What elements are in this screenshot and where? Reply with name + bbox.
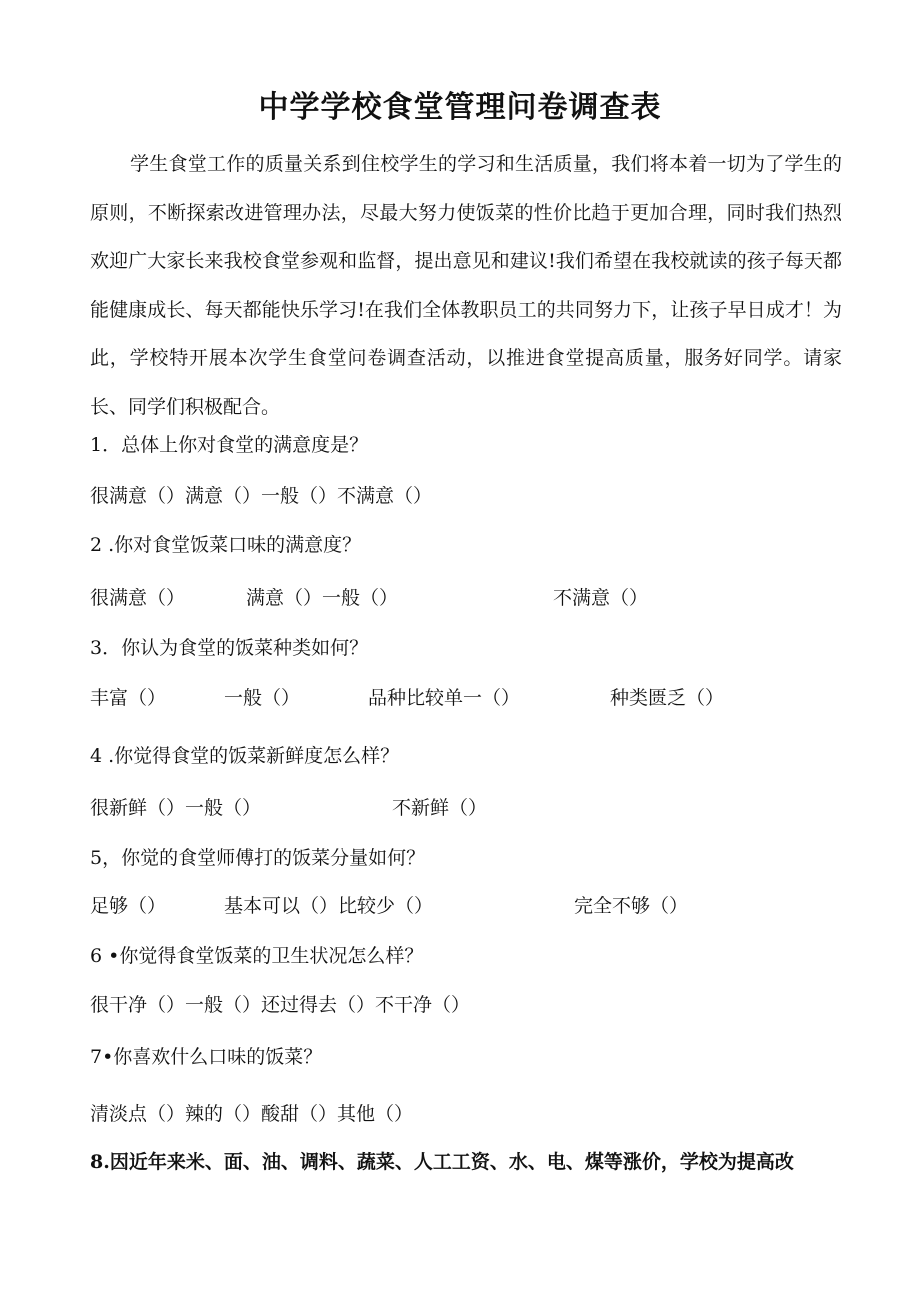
question-8: 8.因近年来米、面、油、调料、蔬菜、人工工资、水、电、煤等涨价，学校为提高改 <box>90 1151 794 1173</box>
question-2: 2 .你对食堂饭菜口味的满意度？ <box>90 534 362 556</box>
question-1: 1．总体上你对食堂的满意度是？ <box>90 434 369 456</box>
option-average: 一般（） <box>224 687 301 709</box>
option-limited: 品种比较单一（） <box>368 687 521 709</box>
option-enough: 足够（） <box>90 895 167 917</box>
question-3: 3．你认为食堂的饭菜种类如何？ <box>90 637 369 659</box>
option-very-satisfied: 很满意（） <box>90 587 186 609</box>
page-title: 中学学校食堂管理问卷调查表 <box>258 90 662 125</box>
option-group: 很干净（）一般（）还过得去（）不干净（） <box>90 994 471 1016</box>
intro-paragraph: 学生食堂工作的质量关系到住校学生的学习和生活质量，我们将本着一切为了学生的原则，不断探索改进管理办法，尽最大努力使饭菜的性价比趋于更加合理，同时我们热烈欢迎广大家长来我校食堂参观和监督，提出意见和建议!我们希望在我校就读的孩子每天都能健康成长、每天都能快乐学习!在我们全体教职员工的共同努力下，让孩子早日成才！为此，学校特开展本次学生食堂问卷调查活动，以推进食堂提高质量，服务好同学。请家长、同学们积极配合。 <box>90 153 842 418</box>
option-not-enough: 完全不够（） <box>574 895 689 917</box>
option-lacking: 种类匮乏（） <box>610 687 725 709</box>
option-unsatisfied: 不满意（） <box>553 587 649 609</box>
option-satisfied-average: 满意（）一般（） <box>246 587 399 609</box>
option-group: 清淡点（）辣的（）酸甜（）其他（） <box>90 1103 414 1125</box>
option-not-fresh: 不新鲜（） <box>392 797 488 819</box>
option-ok-less: 基本可以（）比较少（） <box>224 895 434 917</box>
option-fresh-average: 很新鲜（）一般（） <box>90 797 262 819</box>
question-7: 7•你喜欢什么口味的饭菜？ <box>90 1046 323 1068</box>
question-5: 5，你觉的食堂师傅打的饭菜分量如何？ <box>90 847 426 869</box>
option-rich: 丰富（） <box>90 687 167 709</box>
question-4: 4 .你觉得食堂的饭菜新鲜度怎么样？ <box>90 745 400 767</box>
option-group: 很满意（）满意（）一般（）不满意（） <box>90 485 433 507</box>
question-6: 6 •你觉得食堂饭菜的卫生状况怎么样？ <box>90 945 424 967</box>
